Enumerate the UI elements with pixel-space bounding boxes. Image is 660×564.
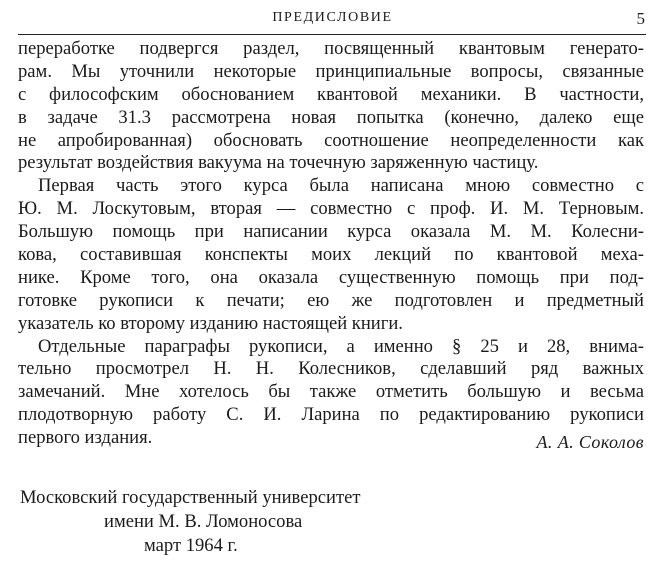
text-line: первого издания. [18,427,153,449]
text-line: результат воздействия вакуума на точечную заряженную частицу. [18,152,539,174]
text-line: указатель ко второму изданию настоящей книги. [18,312,403,334]
text-line: плодотворную работу С. И. Ларина по редактированию рукописи [18,404,644,426]
author-signature: А. А. Соколов [536,432,644,452]
preface-body [18,38,644,450]
place-and-date [20,486,500,558]
date-line: март 1964 г. [144,535,238,556]
text-line: с философским обоснованием квантовой механики. В частности, [18,83,644,105]
paragraph-start-line: Отдельные параграфы рукописи, а именно § 25 и 28, внима- [38,335,644,357]
text-line: готовке рукописи к печати; ею же подготовлен и предметный [18,289,644,311]
text-line: нике. Кроме того, она оказала существенную помощь при под- [18,266,644,288]
text-line: тельно просмотрел Н. Н. Колесников, сделавший ряд важных [18,358,644,380]
text-line: Ю. М. Лоскутовым, вторая — совместно с проф. И. М. Терновым. [18,198,644,220]
header-rule [18,34,646,35]
text-line: замечаний. Мне хотелось бы также отметить большую и весьма [18,381,644,403]
paragraph-start-line: Первая часть этого курса была написана мною совместно с [38,175,644,197]
running-header [20,8,645,34]
text-line: Большую помощь при написании курса оказала М. М. Колесни- [18,221,644,243]
text-line: в задаче 31.3 рассмотрена новая попытка (конечно, далеко еще [18,106,644,128]
text-line: кова, составившая конспекты моих лекций по квантовой меха- [18,244,644,266]
institution-line: Московский государственный университет [20,487,361,508]
institution-name-line: имени М. В. Ломоносова [104,511,303,532]
text-line: не апробированная) обосновать соотношение неопределенности как [18,129,644,151]
page-number: 5 [636,9,645,28]
text-line: рам. Мы уточнили некоторые принципиальные вопросы, связанные [18,60,644,82]
running-title: ПРЕДИСЛОВИЕ [272,10,393,25]
text-line: переработке подвергся раздел, посвященный квантовым генерато- [18,38,644,59]
